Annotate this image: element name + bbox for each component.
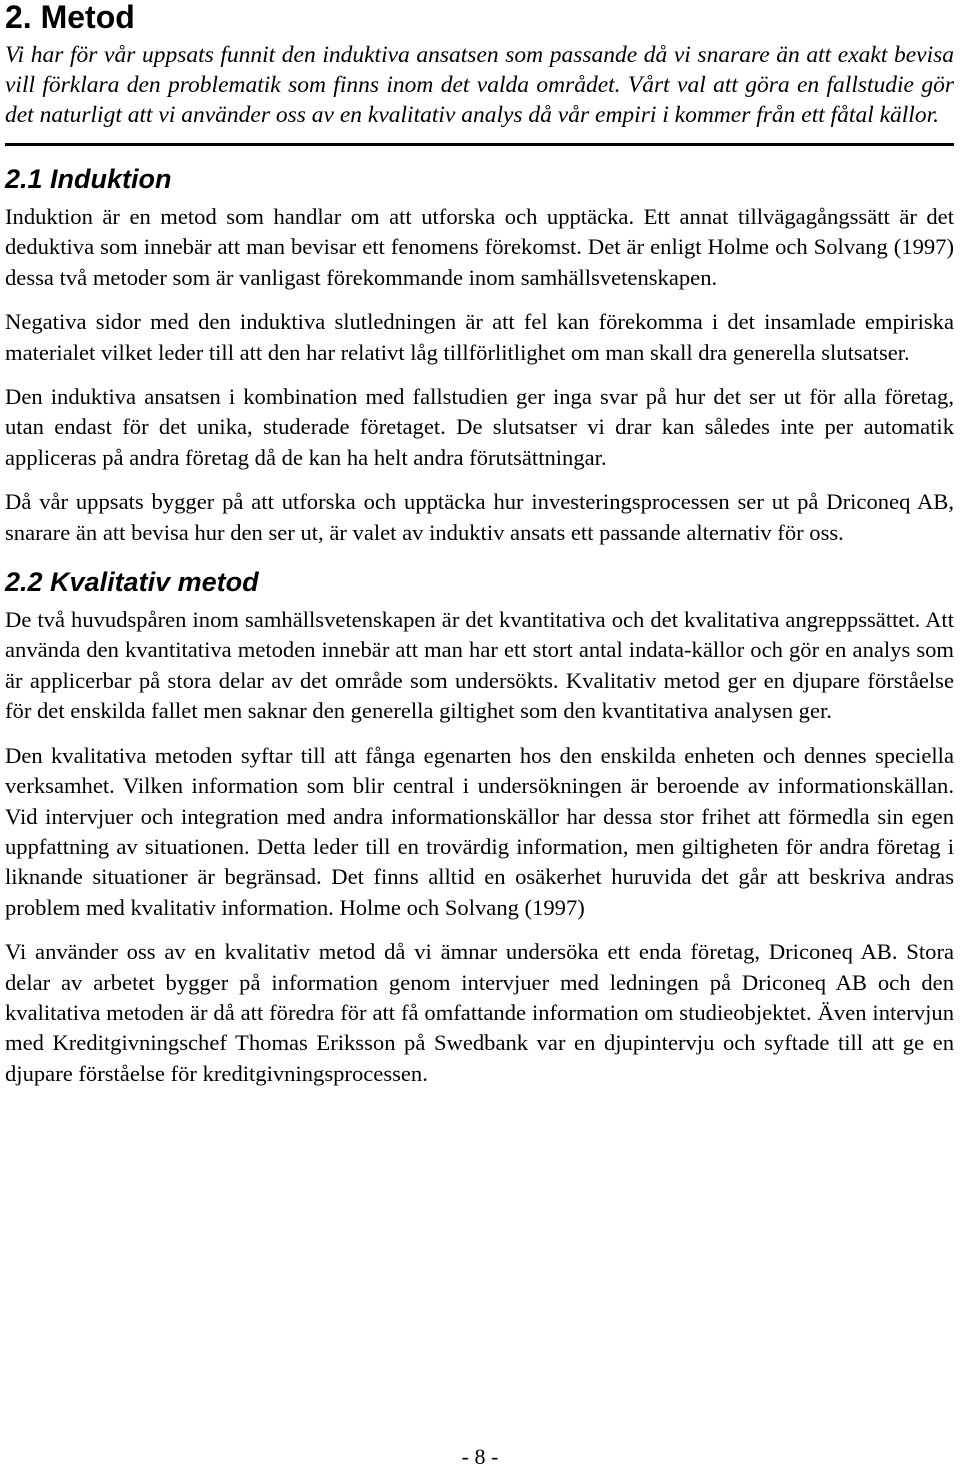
section-title-induktion: 2.1 Induktion [5,164,172,194]
document-page [5,0,954,1089]
chapter-intro: Vi har för vår uppsats funnit den induktiva ansatsen som passande då vi snarare än att exakt bevisa vill förklara den problematik som finns inom det valda området. Vårt val att göra en fallstudie gör det naturligt att vi använder oss av en kvalitativ analys då vår empiri i kommer från ett fåtal källor. [5,42,954,128]
page-number: - 8 - [461,1444,499,1469]
paragraph: Den induktiva ansatsen i kombination med fallstudien ger inga svar på hur det ser ut för alla företag, utan endast för det unika, studerade företaget. De slutsatser vi drar kan således inte per automatik appliceras på andra företag då de kan ha helt andra förutsättningar. [5,384,954,470]
paragraph: Induktion är en metod som handlar om att utforska och upptäcka. Ett annat tillvägagångssätt är det deduktiva som innebär att man bevisar ett fenomens förekomst. Det är enligt Holme och Solvang (1997) dessa två metoder som är vanligast förekommande inom samhällsvetenskapen. [5,204,954,290]
paragraph: Vi använder oss av en kvalitativ metod då vi ämnar undersöka ett enda företag, Driconeq AB. Stora delar av arbetet bygger på information genom intervjuer med ledningen på Driconeq AB och den kvalitativa metoden är då att föredra för att få omfattande information om studieobjektet. Även intervjun med Kreditgivningschef Thomas Eriksson på Swedbank var en djupintervju och syftade till att ge en djupare förståelse för kreditgivningsprocessen. [5,939,954,1086]
paragraph: Negativa sidor med den induktiva slutledningen är att fel kan förekomma i det insamlade empiriska materialet vilket leder till att den har relativt låg tillförlitlighet om man skall dra generella slutsatser. [5,309,954,365]
paragraph: Den kvalitativa metoden syftar till att fånga egenarten hos den enskilda enheten och dennes speciella verksamhet. Vilken information som blir central i undersökningen är beroende av informationskällan. Vid intervjuer och integration med andra informationskällor har dessa stor frihet att förmedla sin egen uppfattning av situationen. Detta leder till en trovärdig information, men giltigheten för andra företag i liknande situationer är begränsad. Det finns alltid en osäkerhet huruvida det går att beskriva andras problem med kvalitativ information. Holme och Solvang (1997) [5,742,954,920]
chapter-title: 2. Metod [5,0,135,35]
paragraph: De två huvudspåren inom samhällsvetenskapen är det kvantitativa och det kvalitativa angreppssättet. Att använda den kvantitativa metoden innebär att man har ett stort antal indata-källor och gör en analys som är applicerbar på stora delar av det område som undersökts. Kvalitativ metod ger en djupare förståelse för det enskilda fallet men saknar den generella giltighet som den kvantitativa analysen ger. [5,607,954,724]
paragraph: Då vår uppsats bygger på att utforska och upptäcka hur investeringsprocessen ser ut på Driconeq AB, snarare än att bevisa hur den ser ut, är valet av induktiv ansats ett passande alternativ för oss. [5,489,954,545]
horizontal-rule [5,143,954,146]
section-title-kvalitativ-metod: 2.2 Kvalitativ metod [5,567,259,598]
